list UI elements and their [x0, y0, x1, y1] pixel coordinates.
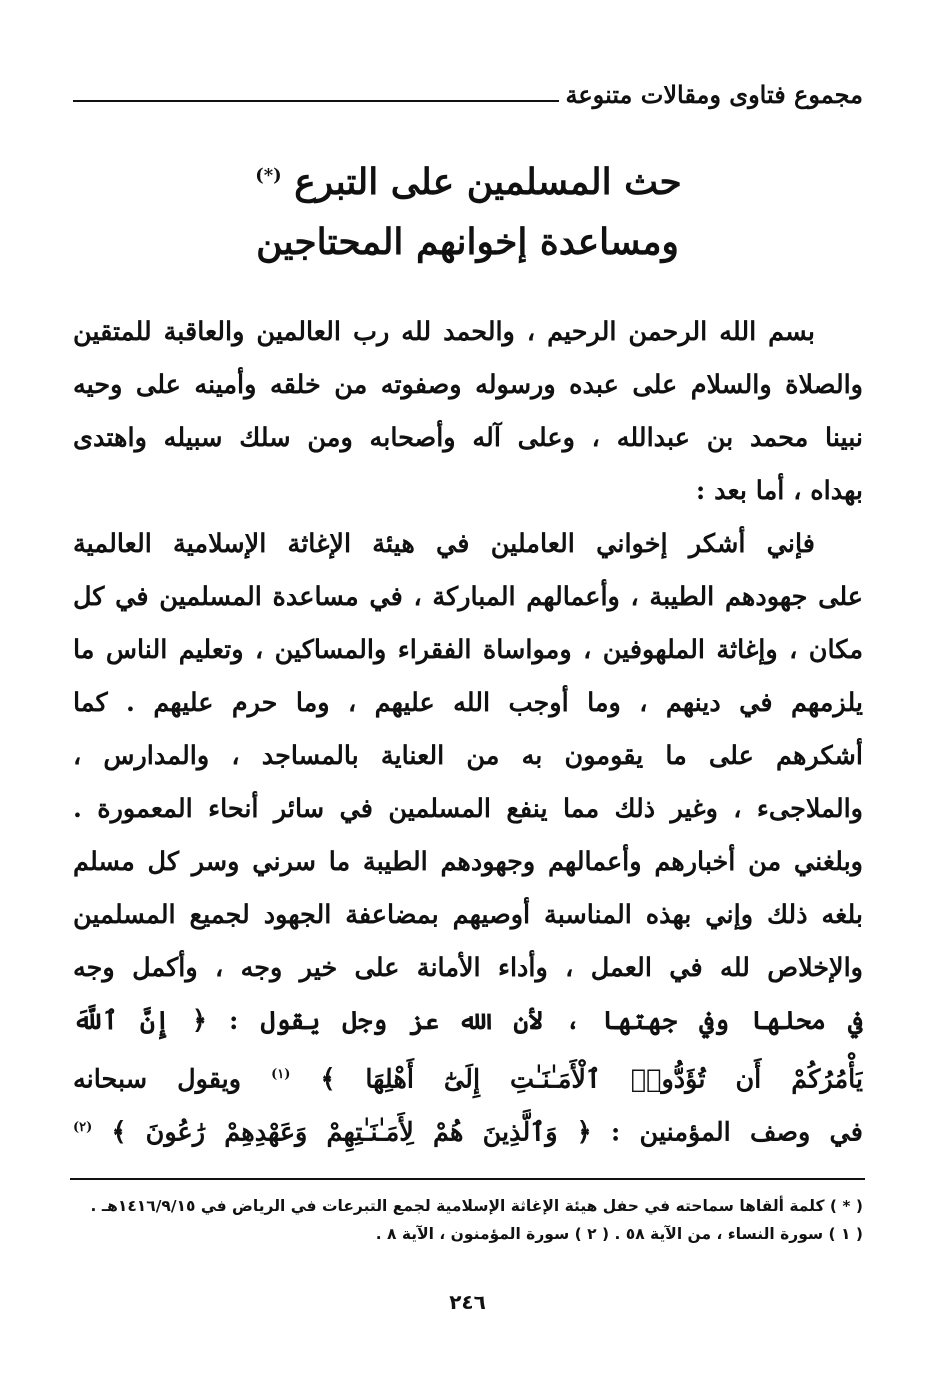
body-line: فإني أشكر إخواني العاملين في هيئة الإغاثة الإسلامية العالمية — [73, 529, 815, 559]
footnote: ( * ) كلمة ألقاها سماحته في حفل هيئة الإغاثة الإسلامية لجمع التبرعات في الرياض في ١٤١٦/٩/١٥هـ . — [90, 1197, 863, 1215]
body-line: في محلها وفي جهتها ، لأن الله عز وجل يقول : ﴿ إِنَّ ٱللَّهَ — [73, 1006, 863, 1036]
body-line: بلغه ذلك وإني بهذه المناسبة أوصيهم بمضاعفة الجهود لجميع المسلمين — [73, 900, 863, 930]
body-line: وبلغني من أخبارهم وأعمالهم وجهودهم الطيبة ما سرني وسر كل مسلم — [73, 847, 863, 877]
verse-line-2: في وصف المؤمنين : ﴿ وَٱلَّذِينَ هُمْ لِأَمَـٰنَـٰتِهِمْ وَعَهْدِهِمْ رَٰعُونَ ﴾ $^{(٢)}$ — [73, 1117, 863, 1148]
body-line: أشكرهم على ما يقومون به من العناية بالمساجد ، والمدارس ، — [73, 741, 863, 771]
footnotes — [73, 1192, 863, 1248]
body-line: يلزمهم في دينهم ، وما أوجب الله عليهم ، وما حرم عليهم . كما — [73, 688, 863, 718]
page-number: ٢٤٦ — [449, 1290, 486, 1314]
title-line-1: حث المسلمين على التبرع (*) — [255, 161, 682, 203]
body-line: بهداه ، أما بعد : — [695, 476, 863, 506]
book-title: مجموع فتاوى ومقالات متنوعة — [565, 79, 863, 109]
quran-verse-text: يَأْمُرُكُمْ أَن تُؤَدُّوا۟ ٱلْأَمَـٰنَـٰتِ إِلَىٰٓ أَهْلِهَا ﴾ — [320, 1064, 863, 1095]
footnote-rule — [70, 1178, 865, 1180]
body-line: مكان ، وإغاثة الملهوفين ، ومواساة الفقراء والمساكين ، وتعليم الناس ما — [73, 635, 863, 665]
footnote-ref-2: (٢) — [73, 1120, 93, 1135]
footnote: ( ١ ) سورة النساء ، من الآية ٥٨ . ( ٢ ) سورة المؤمنون ، الآية ٨ . — [375, 1225, 863, 1243]
body-line: والإخلاص لله في العمل ، وأداء الأمانة على خير وجه ، وأكمل وجه — [73, 953, 863, 983]
body-line: والصلاة والسلام على عبده ورسوله وصفوته من خلقه وأمينه على وحيه — [73, 370, 863, 400]
title-line-2: ومساعدة إخوانهم المحتاجين — [256, 221, 679, 263]
title-footnote-marker: (*) — [255, 165, 282, 186]
body-line: على جهودهم الطيبة ، وأعمالهم المباركة ، في مساعدة المسلمين في كل — [73, 582, 863, 612]
body-line: بسم الله الرحمن الرحيم ، والحمد لله رب العالمين والعاقبة للمتقين — [73, 317, 815, 347]
body-line: نبينا محمد بن عبدالله ، وعلى آله وأصحابه ومن سلك سبيله واهتدى — [73, 423, 863, 453]
running-header — [73, 74, 863, 114]
verse-line-1: يَأْمُرُكُمْ أَن تُؤَدُّوا۟ ٱلْأَمَـٰنَـٰتِ إِلَىٰٓ أَهْلِهَا ﴾ $^{(١)}$ ويقول سبحانه — [73, 1064, 863, 1095]
body-text — [73, 306, 863, 1154]
quran-verse-text: ﴿ وَٱلَّذِينَ هُمْ لِأَمَـٰنَـٰتِهِمْ وَعَهْدِهِمْ رَٰعُونَ ﴾ — [111, 1117, 592, 1148]
article-title — [100, 146, 835, 272]
footnote-ref-1: (١) — [271, 1067, 291, 1082]
header-rule — [73, 100, 559, 102]
body-line: والملاجىء ، وغير ذلك مما ينفع المسلمين في سائر أنحاء المعمورة . — [73, 794, 863, 824]
